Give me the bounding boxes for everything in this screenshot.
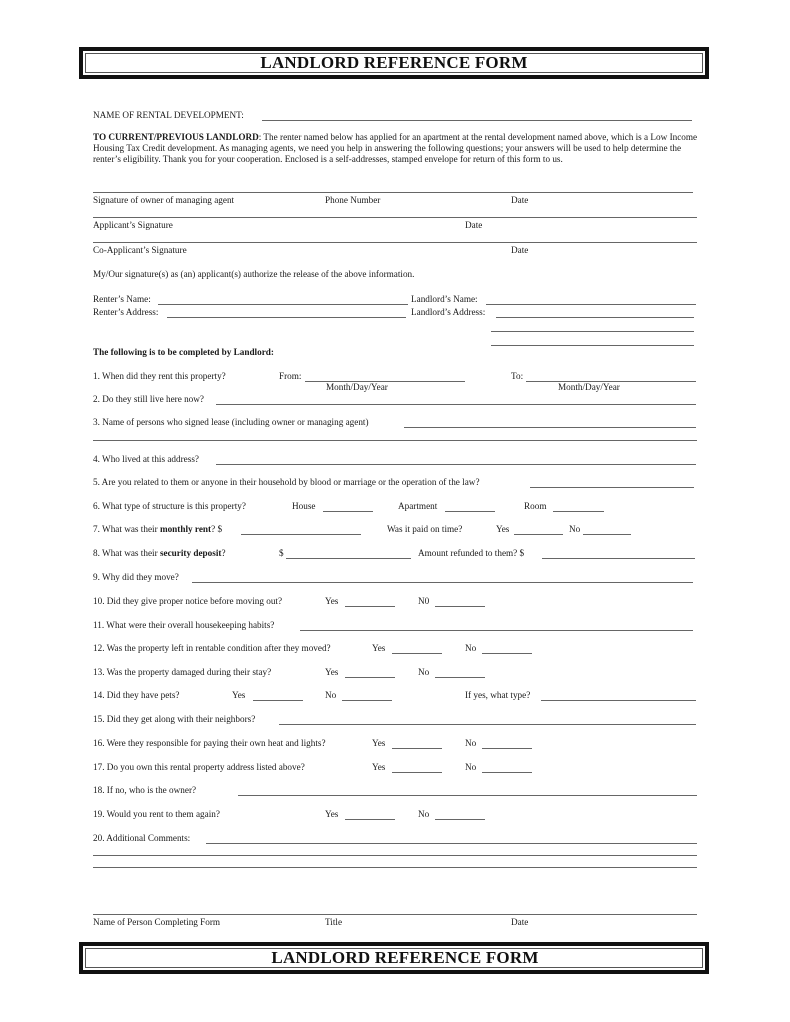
landlord-address-line-3[interactable] <box>491 345 694 346</box>
q17-yes-field[interactable] <box>392 772 442 773</box>
q14-text: 14. Did they have pets? <box>93 690 180 700</box>
q6-room-label: Room <box>524 501 547 511</box>
q11-field[interactable] <box>300 630 693 631</box>
q16-no-field[interactable] <box>482 748 532 749</box>
q17-no-label: No <box>465 762 477 772</box>
intro-paragraph <box>93 132 698 166</box>
q4-field[interactable] <box>216 464 696 465</box>
q10-no-field[interactable] <box>435 606 485 607</box>
q10-text: 10. Did they give proper notice before moving out? <box>93 596 283 606</box>
q3-field[interactable] <box>404 427 696 428</box>
renter-name-field[interactable] <box>158 304 408 305</box>
q1-from-label: From: <box>279 371 302 381</box>
q10-no-label: N0 <box>418 596 430 606</box>
q18-field[interactable] <box>238 795 697 796</box>
q13-text: 13. Was the property damaged during their stay? <box>93 667 272 677</box>
q6-house-field[interactable] <box>323 511 373 512</box>
owner-signature-field[interactable] <box>93 192 693 193</box>
development-label: NAME OF RENTAL DEVELOPMENT: <box>93 110 244 120</box>
q11-text: 11. What were their overall housekeeping habits? <box>93 620 275 630</box>
development-field[interactable] <box>262 120 692 121</box>
coapplicant-signature-field[interactable] <box>93 242 697 243</box>
q13-no-label: No <box>418 667 430 677</box>
q3-field-line-2[interactable] <box>93 440 697 441</box>
q20-field[interactable] <box>206 843 697 844</box>
q14-no-label: No <box>325 690 337 700</box>
coapplicant-signature-label: Co-Applicant’s Signature <box>93 245 187 255</box>
q13-yes-label: Yes <box>325 667 339 677</box>
q20-field-line-3[interactable] <box>93 867 697 868</box>
q14-type-field[interactable] <box>541 700 696 701</box>
q19-yes-field[interactable] <box>345 819 395 820</box>
q13-yes-field[interactable] <box>345 677 395 678</box>
q6-room-field[interactable] <box>553 511 604 512</box>
q8-deposit-field[interactable] <box>286 558 411 559</box>
q9-text: 9. Why did they move? <box>93 572 179 582</box>
q7-yes-label: Yes <box>496 524 510 534</box>
completion-title-label: Title <box>325 917 343 927</box>
q14-yes-label: Yes <box>232 690 246 700</box>
q15-field[interactable] <box>279 724 696 725</box>
q17-text: 17. Do you own this rental property address listed above? <box>93 762 305 772</box>
q1-text: 1. When did they rent this property? <box>93 371 226 381</box>
q1-to-label: To: <box>511 371 524 381</box>
q8-refund-label: Amount refunded to them? $ <box>418 548 525 558</box>
q18-text: 18. If no, who is the owner? <box>93 785 197 795</box>
q14-yes-field[interactable] <box>253 700 303 701</box>
page-title: LANDLORD REFERENCE FORM <box>85 53 703 73</box>
q9-field[interactable] <box>192 582 693 583</box>
landlord-section-heading: The following is to be completed by Landlord: <box>93 347 274 357</box>
q8-text: 8. What was their security deposit? <box>93 548 226 558</box>
q14-type-label: If yes, what type? <box>465 690 531 700</box>
q12-no-field[interactable] <box>482 653 532 654</box>
q19-no-field[interactable] <box>435 819 485 820</box>
q13-no-field[interactable] <box>435 677 485 678</box>
q19-no-label: No <box>418 809 430 819</box>
footer-banner <box>79 942 709 974</box>
q7-no-field[interactable] <box>583 534 631 535</box>
landlord-name-field[interactable] <box>486 304 696 305</box>
owner-date-label: Date <box>511 195 529 205</box>
q20-text: 20. Additional Comments: <box>93 833 191 843</box>
q8-dollar-sign: $ <box>279 548 284 558</box>
q10-yes-label: Yes <box>325 596 339 606</box>
intro-heading: TO CURRENT/PREVIOUS LANDLORD <box>93 132 259 142</box>
renter-name-label: Renter’s Name: <box>93 294 151 304</box>
applicant-signature-label: Applicant’s Signature <box>93 220 173 230</box>
q14-no-field[interactable] <box>342 700 392 701</box>
q16-text: 16. Were they responsible for paying their own heat and lights? <box>93 738 326 748</box>
q6-text: 6. What type of structure is this property? <box>93 501 246 511</box>
q12-text: 12. Was the property left in rentable condition after they moved? <box>93 643 331 653</box>
q19-yes-label: Yes <box>325 809 339 819</box>
q12-yes-field[interactable] <box>392 653 442 654</box>
completion-date-label: Date <box>511 917 529 927</box>
renter-address-label: Renter’s Address: <box>93 307 159 317</box>
owner-signature-label: Signature of owner of managing agent <box>93 195 235 205</box>
intro-body: : The renter named below has applied for an apartment at the rental development named above, which is a Low Income Housing Tax Credit development. As managing agents, we need you help in answering the following questions; your answers will be used to help determine the renter’s eligibility. Thank you for your cooperation. Enclosed is a self-addresses, stamped envelope for return of this form to us. <box>93 132 698 165</box>
q3-text: 3. Name of persons who signed lease (including owner or managing agent) <box>93 417 369 427</box>
landlord-address-line-2[interactable] <box>491 331 694 332</box>
landlord-name-label: Landlord’s Name: <box>411 294 478 304</box>
q4-text: 4. Who lived at this address? <box>93 454 199 464</box>
q1-to-hint: Month/Day/Year <box>558 382 620 392</box>
q7-no-label: No <box>569 524 581 534</box>
landlord-address-label: Landlord’s Address: <box>411 307 486 317</box>
q20-field-line-2[interactable] <box>93 855 697 856</box>
authorization-text: My/Our signature(s) as (an) applicant(s) authorize the release of the above information. <box>93 269 415 279</box>
footer-title: LANDLORD REFERENCE FORM <box>85 948 703 968</box>
q5-text: 5. Are you related to them or anyone in their household by blood or marriage or the operation of the law? <box>93 477 480 487</box>
q12-yes-label: Yes <box>372 643 386 653</box>
q16-no-label: No <box>465 738 477 748</box>
applicant-signature-field[interactable] <box>93 217 697 218</box>
q5-field[interactable] <box>530 487 694 488</box>
q7-paid-label: Was it paid on time? <box>387 524 463 534</box>
q12-no-label: No <box>465 643 477 653</box>
q6-apartment-label: Apartment <box>398 501 438 511</box>
q6-apartment-field[interactable] <box>445 511 495 512</box>
q10-yes-field[interactable] <box>345 606 395 607</box>
completion-name-label: Name of Person Completing Form <box>93 917 221 927</box>
header-banner <box>79 47 709 79</box>
coapplicant-date-label: Date <box>511 245 529 255</box>
q17-no-field[interactable] <box>482 772 532 773</box>
applicant-date-label: Date <box>465 220 483 230</box>
q7-text: 7. What was their monthly rent? $ <box>93 524 223 534</box>
landlord-address-field[interactable] <box>496 317 694 318</box>
q17-yes-label: Yes <box>372 762 386 772</box>
q6-house-label: House <box>292 501 316 511</box>
phone-number-label: Phone Number <box>325 195 381 205</box>
q2-text: 2. Do they still live here now? <box>93 394 204 404</box>
renter-address-field[interactable] <box>167 317 406 318</box>
q7-rent-field[interactable] <box>241 534 361 535</box>
q8-refund-field[interactable] <box>542 558 695 559</box>
q16-yes-label: Yes <box>372 738 386 748</box>
q16-yes-field[interactable] <box>392 748 442 749</box>
q1-from-hint: Month/Day/Year <box>326 382 388 392</box>
completion-signature-field[interactable] <box>93 914 697 915</box>
q15-text: 15. Did they get along with their neighbors? <box>93 714 256 724</box>
q2-field[interactable] <box>216 404 696 405</box>
q7-yes-field[interactable] <box>514 534 563 535</box>
q19-text: 19. Would you rent to them again? <box>93 809 220 819</box>
